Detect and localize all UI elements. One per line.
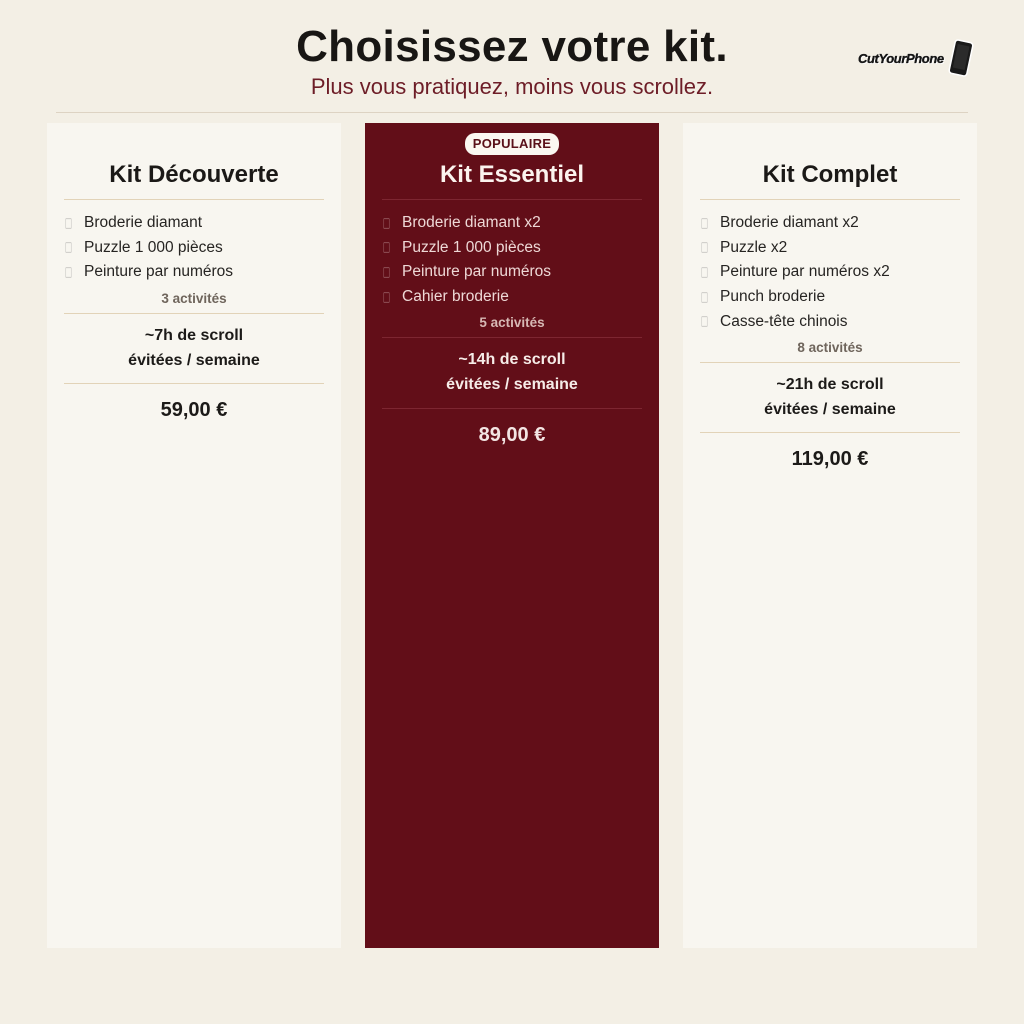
header (0, 0, 1024, 112)
phone-icon (946, 38, 976, 78)
popular-badge: POPULAIRE (465, 133, 559, 155)
kit-card-complet[interactable] (683, 123, 977, 948)
feature-list (63, 211, 333, 285)
activity-count: 8 activités (797, 340, 863, 355)
list-item: Casse-tête chinois (699, 309, 969, 334)
bullet-icon (65, 218, 71, 228)
bullet-icon (383, 243, 389, 253)
list-item: Cahier broderie (381, 285, 651, 310)
bullet-icon (65, 267, 71, 277)
page-title: Choisissez votre kit. (296, 22, 728, 71)
feature-list (381, 211, 651, 309)
savings-text (683, 373, 977, 422)
savings-line-2: évitées / semaine (764, 400, 896, 418)
list-item: Peinture par numéros (63, 260, 333, 285)
kit-card-essentiel[interactable] (365, 123, 659, 948)
kit-price: 59,00 € (160, 399, 228, 421)
bullet-icon (383, 218, 389, 228)
kit-name: Kit Complet (762, 161, 898, 188)
activity-count: 5 activités (479, 315, 545, 330)
list-item: Broderie diamant (63, 211, 333, 236)
divider (700, 362, 960, 363)
feature-list (699, 211, 969, 334)
list-item: Broderie diamant x2 (699, 211, 969, 236)
divider (700, 432, 960, 433)
divider (64, 313, 324, 314)
list-item: Puzzle 1 000 pièces (63, 236, 333, 261)
header-divider (56, 112, 968, 113)
page-subtitle: Plus vous pratiquez, moins vous scrollez. (310, 74, 714, 99)
bullet-icon (701, 267, 707, 277)
savings-line-1: ~14h de scroll (458, 351, 566, 368)
list-item: Puzzle 1 000 pièces (381, 236, 651, 261)
bullet-icon (701, 218, 707, 228)
kit-name: Kit Essentiel (439, 161, 585, 188)
savings-text (47, 324, 341, 373)
bullet-icon (701, 292, 707, 302)
list-item: Puzzle x2 (699, 236, 969, 261)
savings-line-1: ~7h de scroll (144, 327, 244, 344)
savings-text (365, 348, 659, 397)
divider (64, 199, 324, 200)
kit-card-decouverte[interactable] (47, 123, 341, 948)
list-item: Broderie diamant x2 (381, 211, 651, 236)
savings-line-1: ~21h de scroll (776, 376, 884, 393)
divider (382, 337, 642, 338)
bullet-icon (701, 243, 707, 253)
bullet-icon (383, 292, 389, 302)
savings-line-2: évitées / semaine (446, 375, 578, 393)
list-item: Peinture par numéros (381, 260, 651, 285)
bullet-icon (383, 267, 389, 277)
logo-text: CutYourPhone (858, 50, 944, 66)
savings-line-2: évitées / semaine (128, 351, 260, 369)
divider (382, 408, 642, 409)
list-item: Punch broderie (699, 285, 969, 310)
kit-price: 119,00 € (791, 448, 869, 470)
brand-logo[interactable] (858, 38, 992, 78)
kit-name: Kit Découverte (109, 161, 279, 188)
divider (700, 199, 960, 200)
kit-price: 89,00 € (478, 424, 546, 446)
list-item: Peinture par numéros x2 (699, 260, 969, 285)
divider (382, 199, 642, 200)
bullet-icon (65, 243, 71, 253)
activity-count: 3 activités (161, 291, 227, 306)
bullet-icon (701, 316, 707, 326)
divider (64, 383, 324, 384)
